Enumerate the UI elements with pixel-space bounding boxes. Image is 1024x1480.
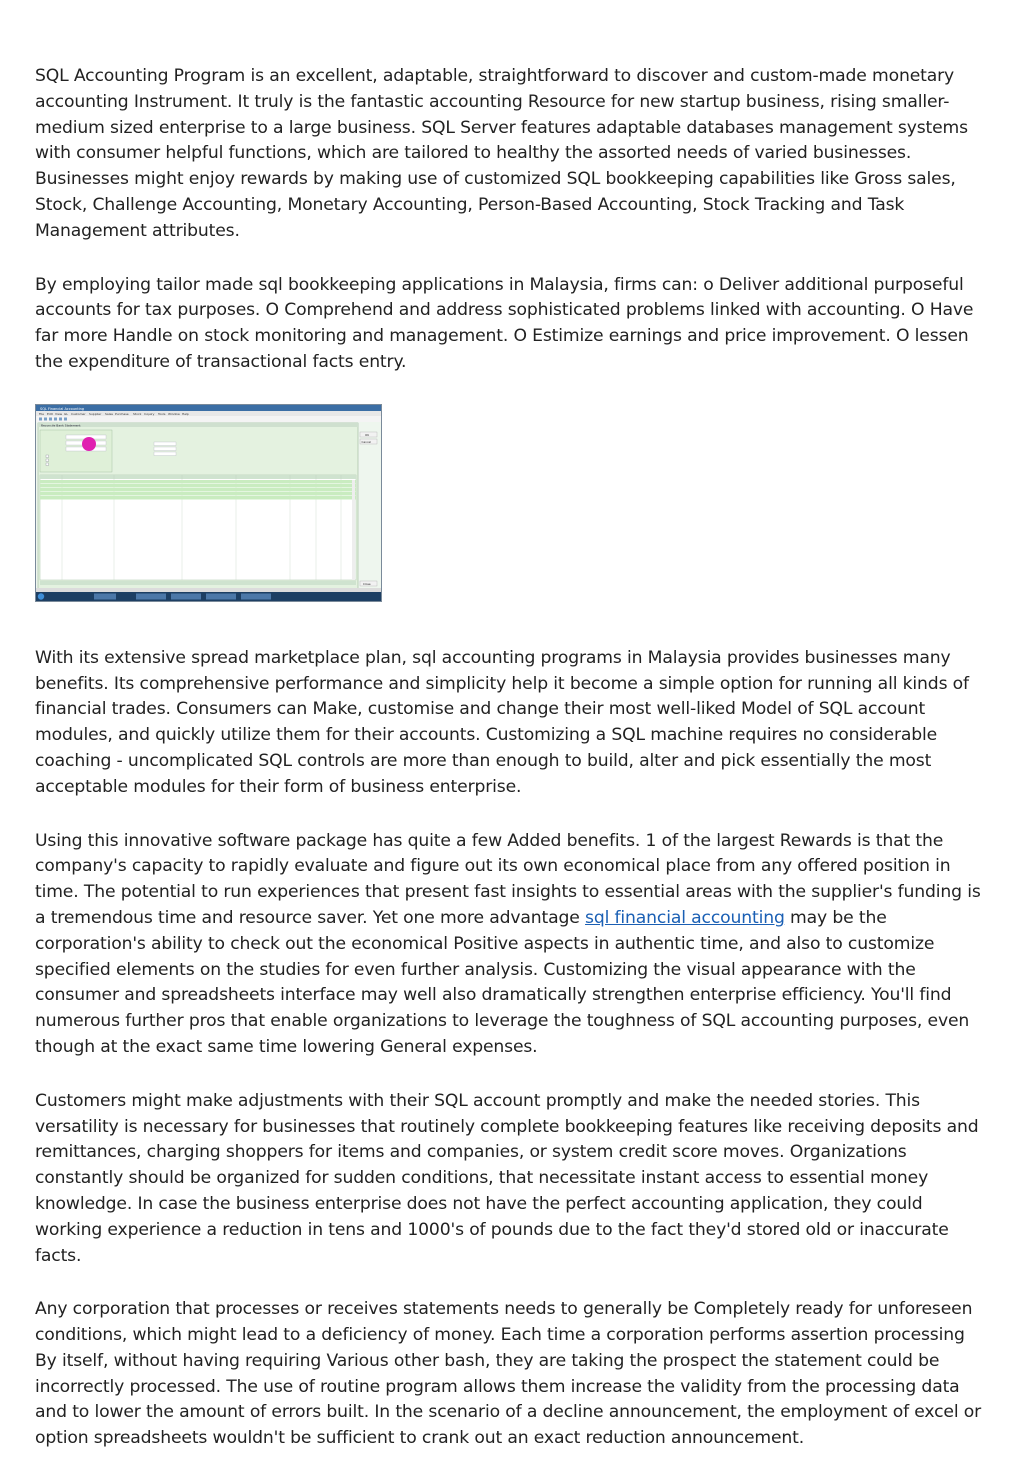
- paragraph-1: SQL Accounting Program is an excellent, adaptable, straightforward to discover and custom-made monetary accounting Instrument. It truly is the fantastic accounting Resource for new startup business, rising smaller-medium sized enterprise to a large business. SQL Server features adaptable databases management systems with consumer helpful functions, which are tailored to healthy the assorted needs of varied businesses. Businesses might enjoy rewards by making use of customized SQL bookkeeping capabilities like Gross sales, Stock, Challenge Accounting, Monetary Accounting, Person-Based Accounting, Stock Tracking and Task Management attributes.: [35, 66, 968, 241]
- paragraph-2: By employing tailor made sql bookkeeping applications in Malaysia, firms can: o Deliver additional purposeful accounts for tax purposes. O Comprehend and address sophisticated problems linked with accounting. O Have far more Handle on stock monitoring and management. O Estimize earnings and price improvement. O lessen the expenditure of transactional facts entry.: [35, 274, 974, 372]
- menu-item[interactable]: Edit: [47, 411, 53, 416]
- dialog-title: Reconcile Bank Statement: [41, 423, 81, 428]
- paragraph-4: [35, 829, 991, 1061]
- menu-item[interactable]: GL: [64, 411, 68, 416]
- window-title: SQL Financial Accounting: [40, 406, 85, 411]
- article: [35, 64, 991, 1480]
- menu-item[interactable]: Supplier: [89, 411, 102, 416]
- cancel-button-label: Cancel: [361, 439, 371, 444]
- menu-item[interactable]: Stock: [133, 411, 142, 416]
- close-button-label: Close: [363, 581, 371, 586]
- paragraph-6: Any corporation that processes or receives statements needs to generally be Completely ready for unforeseen conditions, which might lead to a deficiency of money. Each time a corporation performs assertion processing By itself, without having requiring Various other bash, they are taking the prospect the statement could be incorrectly processed. The use of routine program allows them increase the validity from the processing data and to lower the amount of errors built. In the scenario of a decline announcement, the employment of excel or option spreadsheets wouldn't be sufficient to crank out an exact reduction announcement.: [35, 1299, 982, 1449]
- menu-item[interactable]: Purchase: [115, 411, 129, 416]
- menu-item[interactable]: Window: [168, 411, 180, 416]
- menu-item[interactable]: Sales: [105, 411, 113, 416]
- paragraph-5: Customers might make adjustments with their SQL account promptly and make the needed stories. This versatility is necessary for businesses that routinely complete bookkeeping features like receiving deposits and remittances, charging shoppers for items and companies, or system credit score moves. Organizations constantly should be organized for sudden conditions, that necessitate instant access to essential money knowledge. In case the business enterprise does not have the perfect accounting application, they could working experience a reduction in tens and 1000's of pounds due to the fact they'd stored old or inaccurate facts.: [35, 1090, 979, 1266]
- menu-item[interactable]: Help: [182, 411, 189, 416]
- menu-item[interactable]: Tools: [158, 411, 166, 416]
- paragraph-4-start: Using this innovative software package has quite a few Added benefits. 1 of the largest Rewards is that the company's capacity to rapidly evaluate and figure out its own economical place from any offered position in time. The potential to run experiences that present fast insights to essential areas with the supplier's funding is a tremendous time and resource saver. Yet one more advantage: [35, 830, 981, 928]
- menu-item[interactable]: Inquiry: [144, 411, 155, 416]
- paragraph-4-end: may be the corporation's ability to check out the economical Positive aspects in authentic time, and also to customize specified elements on the studies for even further analysis. Customizing the visual appearance with the consumer and spreadsheets interface may well also dramatically strengthen enterprise efficiency. You'll find numerous further pros that enable organizations to leverage the toughness of SQL accounting purposes, even though at the exact same time lowering General expenses.: [35, 907, 970, 1057]
- software-screenshot-image: [35, 404, 382, 602]
- menu-item[interactable]: View: [55, 411, 63, 416]
- paragraph-3: With its extensive spread marketplace plan, sql accounting programs in Malaysia provides businesses many benefits. Its comprehensive performance and simplicity help it become a simple option for running all kinds of financial trades. Consumers can Make, customise and change their most well-liked Model of SQL account modules, and quickly utilize them for their accounts. Customizing a SQL machine requires no considerable coaching - uncomplicated SQL controls are more than enough to build, alter and pick essentially the most acceptable modules for their form of business enterprise.: [35, 647, 969, 797]
- menu-item[interactable]: File: [39, 411, 45, 416]
- menu-item[interactable]: Customer: [71, 411, 86, 416]
- highlight-marker: [82, 437, 96, 451]
- start-icon: [38, 593, 44, 599]
- window-titlebar: [36, 405, 381, 411]
- sql-financial-accounting-link[interactable]: sql financial accounting: [585, 907, 785, 928]
- ok-button-label: OK: [365, 432, 370, 437]
